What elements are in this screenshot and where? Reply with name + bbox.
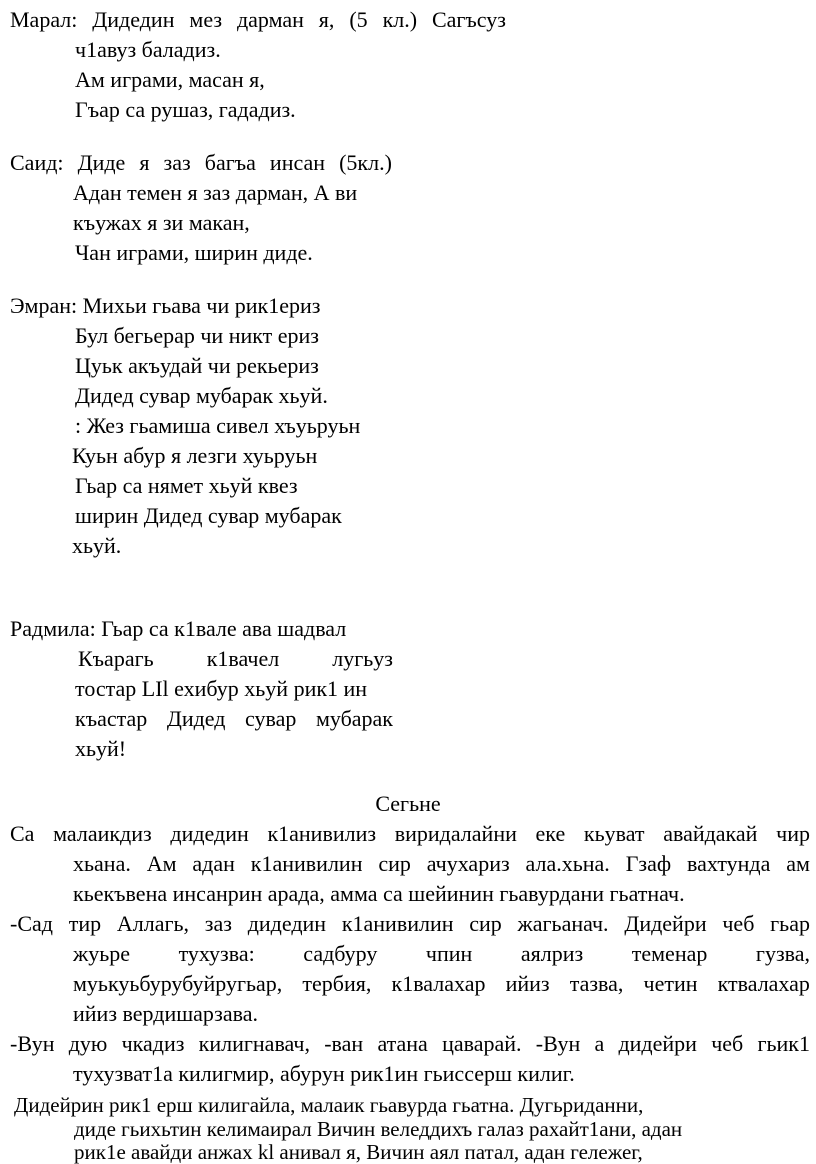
verse-line: Куьн абур я лезги хуьруьн [72,443,318,468]
word: тербия, [302,971,372,996]
word: мез [189,7,223,32]
word: заз [163,150,191,175]
word: -ван [324,1031,364,1056]
word: сир [378,851,411,876]
verse-emran-first-line [10,295,320,317]
word: к1вачел [206,646,280,671]
verse-line: Ам играми, масан я, [75,67,265,92]
verse-line [75,708,393,730]
word: ам [786,851,810,876]
word: сувар [245,706,297,731]
word: дидейри [618,1031,697,1056]
word: килигнавач, [198,1031,310,1056]
word: къастар [75,706,148,731]
word: Са [10,821,35,846]
word: ала.хьна. [525,851,610,876]
word: багъа [204,150,256,175]
word: хьана. [73,851,131,876]
paragraph-line: рик1е авайди анжах kl анивал я, Вичин аял патал, адан гележег, [74,1140,643,1164]
word: садбуру [303,941,378,966]
word: еке [535,821,566,846]
word: (5кл.) [339,150,392,175]
word: -Сад [10,911,53,936]
word: Диде [77,150,126,175]
word: кьуват [583,821,645,846]
verse-said-first-line [10,152,392,174]
verse-line: къужах я зи макан, [73,210,250,235]
word: чкадиз [121,1031,185,1056]
paragraph-line: диде гьихьтин келимаирал Вичин веледдихъ галаз рахайт1ани, адан [74,1117,683,1141]
word: мубарак [315,706,393,731]
verse-line: тостар LIl ехибур хьуй рик1 ин [75,676,368,701]
word: тир [68,911,102,936]
word: Къарагь [78,646,154,671]
paragraph-line [73,943,810,965]
word: теменар [631,941,708,966]
speaker-label: Радмила: [10,616,96,641]
verse-line [78,648,393,670]
verse-line: Цуьк акъудай чи рекьериз [75,353,319,378]
word: малаикдиз [53,821,152,846]
word: чеб [711,1031,744,1056]
word: чеб [722,911,755,936]
paragraph-line [73,973,810,995]
word: тазва, [569,971,624,996]
verse-line: хьуй! [75,736,127,761]
word: вахтунда [687,851,771,876]
word: цаварай. [442,1031,522,1056]
paragraph-line: тухузват1а килигмир, абурун рик1ин гьиссерш килиг. [73,1061,575,1086]
speaker-label: Эмран: [10,293,78,318]
word: я [139,150,150,175]
word: -Вун [10,1031,55,1056]
word: муькуьбурубуйругьар, [73,971,283,996]
word: сир [469,911,502,936]
verse-radmila-first-line [10,618,346,640]
speaker-label: Саид: [10,150,64,175]
word: дарман [236,7,304,32]
word: Дидедин [92,7,175,32]
word: к1анивилин [341,911,454,936]
word: тухузва: [178,941,255,966]
verse-line: Дидед сувар мубарак хьуй. [75,383,328,408]
word: Гзаф [625,851,672,876]
verse-line: ч1авуз баладиз. [75,37,221,62]
verse-line: Чан играми, ширин диде. [75,240,313,265]
word: инсан [269,150,326,175]
word: чпин [425,941,473,966]
word: лугьуз [332,646,393,671]
word: (5 [349,7,368,32]
word: авайдакай [663,821,758,846]
word: к1валахар [391,971,486,996]
word: Дидед [166,706,226,731]
paragraph-line: кьекъвена инсанрин арада, амма са шейинин гьавурдани гьатнач. [73,881,685,906]
word: ачухариз [426,851,510,876]
verse-line: : Жез гьамиша сивел хъуьруьн [75,413,361,438]
paragraph-line [10,1033,810,1055]
word: Ам [146,851,177,876]
word: -Вун [535,1031,581,1056]
word: гьар [770,911,810,936]
verse-line: Гъар са рушаз, гададиз. [75,97,296,122]
verse-line: ширин Дидед сувар мубарак [75,503,342,528]
verse-line: Бул бегьерар чи никт ериз [75,323,319,348]
word: аялриз [520,941,584,966]
word: жуьре [73,941,130,966]
word: Аллагь, [116,911,190,936]
word: Сагъсуз [431,7,506,32]
paragraph-line: Дидейрин рик1 ерш килигайла, малаик гьавурда гьатна. Дугьриданни, [14,1093,644,1117]
word: гьик1 [757,1031,810,1056]
word: жагьанач. [517,911,609,936]
paragraph-line [10,823,810,845]
word: дую [68,1031,108,1056]
verse-maral-first-line [10,9,506,31]
word: а [594,1031,605,1056]
word: заз [204,911,232,936]
word: к1анивилиз [267,821,377,846]
verse-text: Михьи гьава чи рик1ериз [82,293,321,318]
word: адан [192,851,235,876]
word: атана [377,1031,428,1056]
word: дидедин [247,911,327,936]
verse-line: Адан темен я заз дарман, А ви [73,180,358,205]
speaker-label: Марал: [10,7,78,32]
word: кл.) [382,7,418,32]
paragraph-line: ийиз вердишарзава. [73,1001,259,1026]
paragraph-line [73,853,810,875]
word: Дидейри [624,911,707,936]
section-title: Сегьне [375,791,441,816]
word: дидедин [170,821,249,846]
word: четин [643,971,698,996]
word: гузва, [755,941,810,966]
verse-text: Гьар са к1вале ава шадвал [101,616,347,641]
verse-line: Гьар са нямет хьуй квез [75,473,298,498]
verse-line: хьуй. [72,533,122,558]
word: чир [776,821,810,846]
word: ктвалахар [717,971,810,996]
word: виридалайни [394,821,517,846]
word: к1анивилин [250,851,363,876]
word: ийиз [505,971,550,996]
word: я, [318,7,335,32]
paragraph-line [10,913,810,935]
